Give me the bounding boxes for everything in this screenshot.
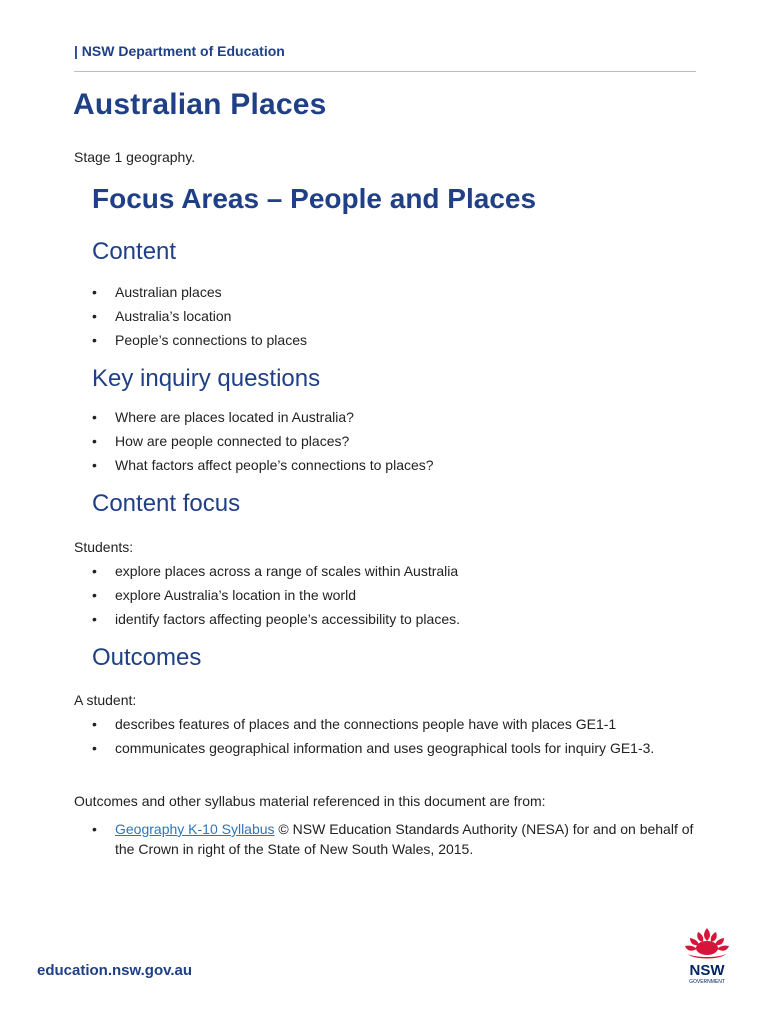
- source-item: [92, 819, 697, 859]
- syllabus-link[interactable]: Geography K-10 Syllabus: [115, 821, 275, 837]
- list-item: • explore places across a range of scales within Australia: [92, 561, 697, 581]
- students-intro: Students:: [74, 539, 134, 555]
- list-item: • identify factors affecting people’s accessibility to places.: [92, 609, 697, 629]
- list-item: • How are people connected to places?: [92, 431, 697, 451]
- list-item: • describes features of places and the connections people have with places GE1-1: [92, 714, 692, 734]
- source-copyright: © NSW Education Standards Authority (NESA) for and on behalf of the Crown in right of the State of New South Wales, 2015.: [115, 821, 694, 857]
- outcomes-heading: Outcomes: [92, 644, 202, 671]
- list-item: • communicates geographical information and uses geographical tools for inquiry GE1-3.: [92, 738, 692, 758]
- logo-wordmark: NSW: [689, 962, 725, 979]
- list-item: • explore Australia’s location in the world: [92, 585, 697, 605]
- list-item: • Where are places located in Australia?: [92, 407, 697, 427]
- content-focus-list: [92, 561, 697, 633]
- outcomes-list: [92, 714, 692, 762]
- source-list: [92, 819, 697, 863]
- document-title: Australian Places: [73, 88, 327, 121]
- nsw-government-logo: [676, 925, 738, 985]
- focus-areas-heading: Focus Areas – People and Places: [92, 183, 537, 214]
- key-inquiry-heading: Key inquiry questions: [92, 365, 321, 392]
- logo-subtext: GOVERNMENT: [689, 979, 725, 985]
- header-org-line: | NSW Department of Education: [74, 43, 285, 59]
- list-item: • Australian places: [92, 282, 697, 302]
- content-focus-heading: Content focus: [92, 490, 241, 517]
- source-intro: Outcomes and other syllabus material referenced in this document are from:: [74, 793, 546, 809]
- content-list: [92, 282, 697, 354]
- list-item: • Australia’s location: [92, 306, 697, 326]
- content-heading: Content: [92, 238, 177, 265]
- list-item: • People’s connections to places: [92, 330, 697, 350]
- list-item: • What factors affect people’s connections to places?: [92, 455, 697, 475]
- header-divider: [74, 71, 696, 72]
- inquiry-list: [92, 407, 697, 479]
- document-subtitle: Stage 1 geography.: [74, 149, 196, 165]
- waratah-icon: [676, 925, 738, 985]
- student-intro: A student:: [74, 692, 137, 708]
- footer-url: education.nsw.gov.au: [37, 962, 193, 979]
